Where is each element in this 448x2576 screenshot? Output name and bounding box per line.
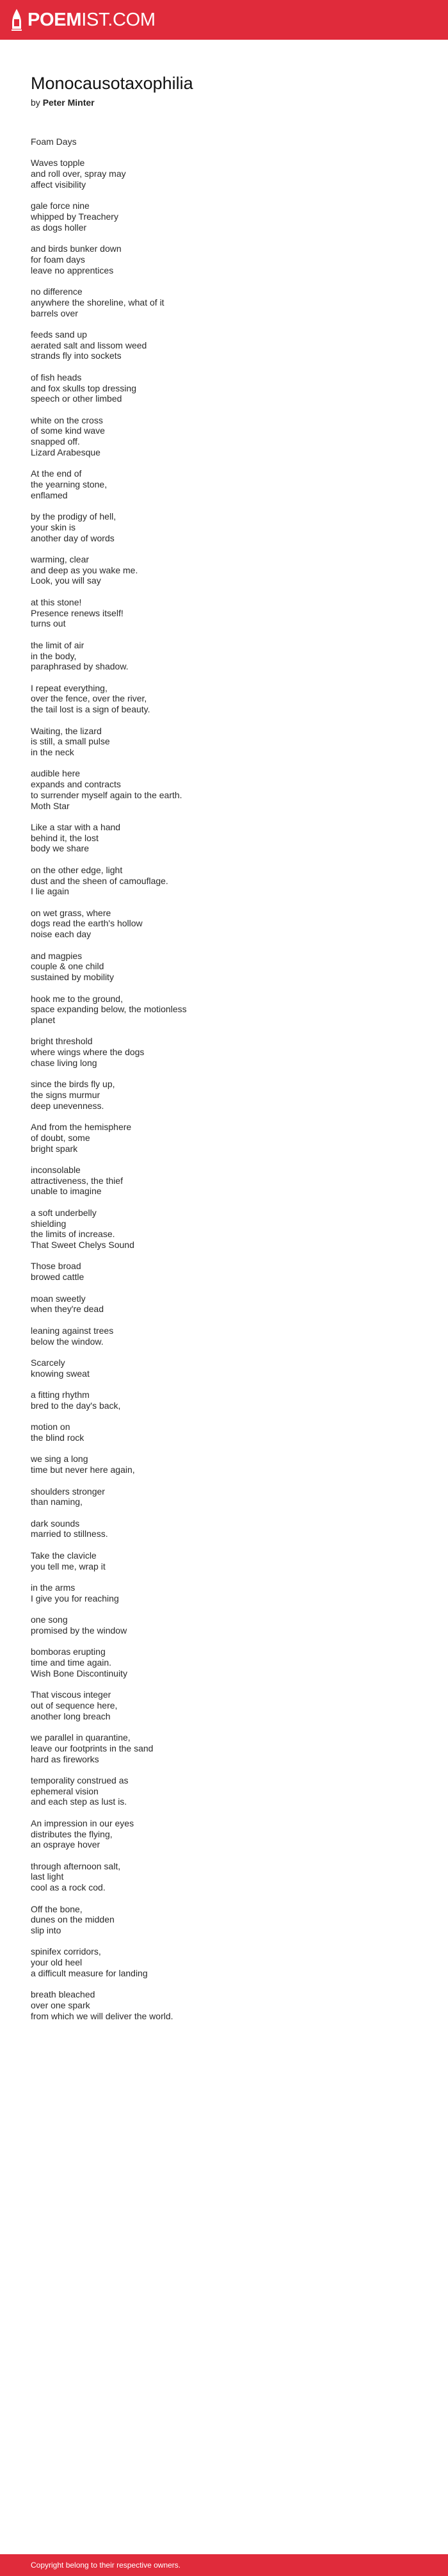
poem-stanza	[31, 1486, 428, 1507]
poem-line: another day of words	[31, 532, 115, 543]
poem-stanza	[31, 822, 428, 854]
poem-line: at this stone!	[31, 596, 82, 607]
poem-stanza	[31, 511, 428, 543]
poem-stanza	[31, 1208, 428, 1251]
poem-line: motion on	[31, 1422, 70, 1432]
poem-stanza	[31, 1614, 428, 1636]
poem-line: is still, a small pulse	[31, 736, 110, 747]
poem-line: through afternoon salt,	[31, 1860, 121, 1871]
poem-stanza	[31, 1079, 428, 1111]
poem-stanza	[31, 1454, 428, 1475]
poem-line: Take the clavicle	[31, 1550, 97, 1561]
poem-stanza	[31, 1358, 428, 1379]
poem-stanza	[31, 1518, 428, 1539]
poem-line: audible here	[31, 768, 81, 779]
logo-text	[28, 11, 156, 29]
poem-stanza	[31, 1946, 428, 1978]
poem-line: as dogs holler	[31, 222, 87, 233]
copyright-text: Copyright belong to their respective owners.	[31, 2561, 181, 2570]
poem-line: out of sequence here,	[31, 1700, 118, 1710]
poem-line: snapped off.	[31, 436, 80, 447]
poem-stanza	[31, 1732, 428, 1764]
poem-line: speech or other limbed	[31, 393, 122, 404]
poem-line: Off the bone,	[31, 1903, 83, 1914]
poem-line: aerated salt and lissom weed	[31, 340, 147, 350]
poem-stanza	[31, 640, 428, 672]
poem-line: dogs read the earth's hollow	[31, 918, 143, 929]
poem-line: on the other edge, light	[31, 864, 123, 875]
poem-line: An impression in our eyes	[31, 1817, 134, 1828]
poem-line: breath bleached	[31, 1989, 95, 2000]
poem-line: in the body,	[31, 650, 77, 661]
poem-line: a fitting rhythm	[31, 1390, 90, 1400]
poem-line: dark sounds	[31, 1518, 80, 1529]
poem-line: barrels over	[31, 308, 78, 318]
poem-line: attractiveness, the thief	[31, 1175, 123, 1186]
poem-line: Lizard Arabesque	[31, 447, 100, 457]
poem-line: time but never here again,	[31, 1464, 135, 1475]
poem-stanza	[31, 1818, 428, 1850]
poem-line: you tell me, wrap it	[31, 1561, 106, 1571]
poem-stanza	[31, 1582, 428, 1604]
poem-line: over one spark	[31, 2000, 90, 2011]
poem-line: I repeat everything,	[31, 682, 108, 693]
poem-line: where wings where the dogs	[31, 1047, 145, 1058]
poem-line: Waiting, the lizard	[31, 725, 102, 736]
poem-line: space expanding below, the motionless	[31, 1004, 187, 1015]
poem-line: the blind rock	[31, 1432, 84, 1443]
poem-line: Presence renews itself!	[31, 607, 124, 618]
poem-stanza	[31, 1390, 428, 1411]
poem-line: That viscous integer	[31, 1689, 111, 1700]
poem-line: enflamed	[31, 489, 68, 500]
poem-line: couple & one child	[31, 961, 104, 972]
poem-line: on wet grass, where	[31, 907, 111, 918]
poem-line: temporality construed as	[31, 1775, 129, 1785]
poem-stanza	[31, 1325, 428, 1347]
poem-line: ephemeral vision	[31, 1785, 99, 1796]
poem-stanza	[31, 1861, 428, 1893]
poem-stanza	[31, 329, 428, 361]
poem-line: slip into	[31, 1925, 61, 1936]
poem-stanza	[31, 1550, 428, 1571]
poem-line: feeds sand up	[31, 329, 87, 340]
by-label: by	[31, 97, 40, 108]
poem-line: the limit of air	[31, 639, 84, 650]
poem-content	[31, 73, 428, 2022]
poem-line: chase living long	[31, 1057, 97, 1068]
poem-line: affect visibility	[31, 179, 86, 190]
poem-line: leave our footprints in the sand	[31, 1743, 154, 1753]
poem-line: bred to the day's back,	[31, 1400, 121, 1411]
poem-line: of doubt, some	[31, 1132, 90, 1143]
poem-line: gale force nine	[31, 201, 90, 211]
poem-line: body we share	[31, 843, 90, 854]
poem-line: and roll over, spray may	[31, 168, 126, 179]
poem-stanza	[31, 768, 428, 811]
poem-line: And from the hemisphere	[31, 1122, 132, 1133]
poem-line: deep unevenness.	[31, 1100, 104, 1111]
poem-stanza	[31, 554, 428, 586]
poem-line: unable to imagine	[31, 1186, 102, 1197]
poem-line: expands and contracts	[31, 779, 121, 790]
poem-stanza	[31, 201, 428, 233]
poem-line: over the fence, over the river,	[31, 693, 147, 704]
poem-line: dunes on the midden	[31, 1914, 115, 1925]
poem-line: since the birds fly up,	[31, 1079, 115, 1090]
poem-line: the signs murmur	[31, 1089, 100, 1100]
poem-line: inconsolable	[31, 1165, 81, 1175]
poem-stanza	[31, 1646, 428, 1678]
poem-line: the yearning stone,	[31, 479, 108, 489]
poem-line: white on the cross	[31, 414, 103, 425]
poem-stanza	[31, 1293, 428, 1315]
poem-line: when they're dead	[31, 1304, 104, 1315]
poem-line: one song	[31, 1614, 68, 1625]
poem-line: below the window.	[31, 1336, 104, 1347]
poem-line: noise each day	[31, 929, 92, 940]
poem-line: I lie again	[31, 886, 69, 897]
poem-stanza	[31, 597, 428, 629]
poem-stanza	[31, 726, 428, 758]
poem-line: moan sweetly	[31, 1293, 86, 1304]
poem-line: your skin is	[31, 521, 76, 532]
poem-line: time and time again.	[31, 1657, 112, 1668]
poem-stanza	[31, 994, 428, 1026]
poem-line: for foam days	[31, 254, 85, 265]
poem-line: Moth Star	[31, 800, 70, 811]
poem-line: sustained by mobility	[31, 972, 114, 983]
poem-line: planet	[31, 1014, 56, 1025]
poem-stanza	[31, 1904, 428, 1936]
poem-line: behind it, the lost	[31, 832, 99, 843]
poem-line: distributes the flying,	[31, 1828, 113, 1839]
poem-line: a soft underbelly	[31, 1207, 97, 1218]
poem-stanza	[31, 243, 428, 275]
poem-line: and fox skulls top dressing	[31, 382, 136, 393]
poem-line: Waves topple	[31, 158, 85, 168]
poem-line: dust and the sheen of camouflage.	[31, 875, 168, 886]
poem-stanza	[31, 865, 428, 897]
poem-line: and deep as you wake me.	[31, 564, 138, 575]
logo-text-light: IST.COM	[81, 9, 156, 30]
poem-line: a difficult measure for landing	[31, 1967, 148, 1978]
poem-line: and each step as lust is.	[31, 1796, 127, 1807]
poem-line: Look, you will say	[31, 575, 101, 586]
poem-line: married to stillness.	[31, 1529, 108, 1539]
author-link[interactable]: Peter Minter	[42, 97, 95, 108]
poem-line: another long breach	[31, 1710, 111, 1721]
poem-line: we sing a long	[31, 1454, 88, 1464]
poem-stanza	[31, 1122, 428, 1154]
poem-stanza	[31, 1036, 428, 1068]
logo-text-bold: POEM	[28, 9, 82, 30]
poem-line: paraphrased by shadow.	[31, 661, 129, 672]
poem-stanza	[31, 951, 428, 983]
poem-line: leave no apprentices	[31, 265, 114, 275]
pen-nib-icon	[12, 9, 22, 31]
poem-line: the tail lost is a sign of beauty.	[31, 704, 150, 715]
poem-line: hard as fireworks	[31, 1753, 99, 1764]
poem-stanza	[31, 908, 428, 940]
poem-line: by the prodigy of hell,	[31, 511, 116, 522]
poem-line: promised by the window	[31, 1625, 127, 1636]
poem-line: cool as a rock cod.	[31, 1882, 106, 1893]
poem-line: the limits of increase.	[31, 1229, 115, 1240]
poem-line: That Sweet Chelys Sound	[31, 1240, 134, 1251]
poem-line: Foam Days	[31, 136, 77, 147]
poem-stanza	[31, 158, 428, 190]
poem-line: Scarcely	[31, 1357, 65, 1368]
site-header	[0, 0, 448, 40]
poem-line: from which we will deliver the world.	[31, 2010, 173, 2021]
poem-line: and magpies	[31, 950, 83, 961]
poem-line: bright spark	[31, 1143, 78, 1154]
poem-line: your old heel	[31, 1957, 83, 1968]
poem-line: than naming,	[31, 1497, 83, 1507]
poem-line: no difference	[31, 286, 83, 297]
poem-line: browed cattle	[31, 1272, 84, 1283]
poem-stanza	[31, 415, 428, 458]
poem-stanza	[31, 1261, 428, 1282]
poem-stanza	[31, 286, 428, 318]
poem-line: anywhere the shoreline, what of it	[31, 297, 164, 308]
poem-stanza	[31, 136, 428, 147]
byline	[31, 97, 428, 108]
poem-line: we parallel in quarantine,	[31, 1732, 131, 1743]
poem-line: whipped by Treachery	[31, 211, 118, 222]
poem-line: of some kind wave	[31, 425, 105, 436]
poem-line: shielding	[31, 1218, 67, 1229]
poem-line: bright threshold	[31, 1036, 93, 1047]
poem-line: strands fly into sockets	[31, 350, 122, 361]
poem-line: shoulders stronger	[31, 1486, 105, 1497]
poem-line: in the neck	[31, 746, 74, 757]
poem-line: bomboras erupting	[31, 1646, 106, 1657]
poem-stanza	[31, 1165, 428, 1197]
site-footer	[0, 2554, 448, 2576]
poem-stanza	[31, 683, 428, 715]
poem-stanza	[31, 372, 428, 404]
poem-line: an ospraye hover	[31, 1839, 100, 1850]
poem-stanza	[31, 1989, 428, 2021]
poem-line: turns out	[31, 618, 66, 629]
site-logo[interactable]	[12, 9, 156, 31]
poem-stanza	[31, 468, 428, 500]
poem-line: hook me to the ground,	[31, 993, 123, 1004]
poem-body	[31, 136, 428, 2022]
poem-line: and birds bunker down	[31, 243, 122, 254]
poem-stanza	[31, 1689, 428, 1721]
poem-line: Like a star with a hand	[31, 822, 121, 832]
poem-line: I give you for reaching	[31, 1593, 119, 1604]
poem-line: spinifex corridors,	[31, 1946, 101, 1957]
poem-line: Wish Bone Discontinuity	[31, 1668, 127, 1678]
poem-line: to surrender myself again to the earth.	[31, 789, 182, 800]
poem-line: knowing sweat	[31, 1368, 90, 1379]
poem-line: in the arms	[31, 1582, 76, 1593]
poem-title: Monocausotaxophilia	[31, 74, 193, 93]
poem-line: leaning against trees	[31, 1325, 114, 1336]
poem-line: Those broad	[31, 1261, 81, 1272]
poem-line: last light	[31, 1871, 64, 1882]
poem-stanza	[31, 1422, 428, 1443]
poem-line: of fish heads	[31, 372, 82, 382]
poem-stanza	[31, 1775, 428, 1807]
poem-line: warming, clear	[31, 554, 90, 565]
poem-line: At the end of	[31, 468, 82, 479]
